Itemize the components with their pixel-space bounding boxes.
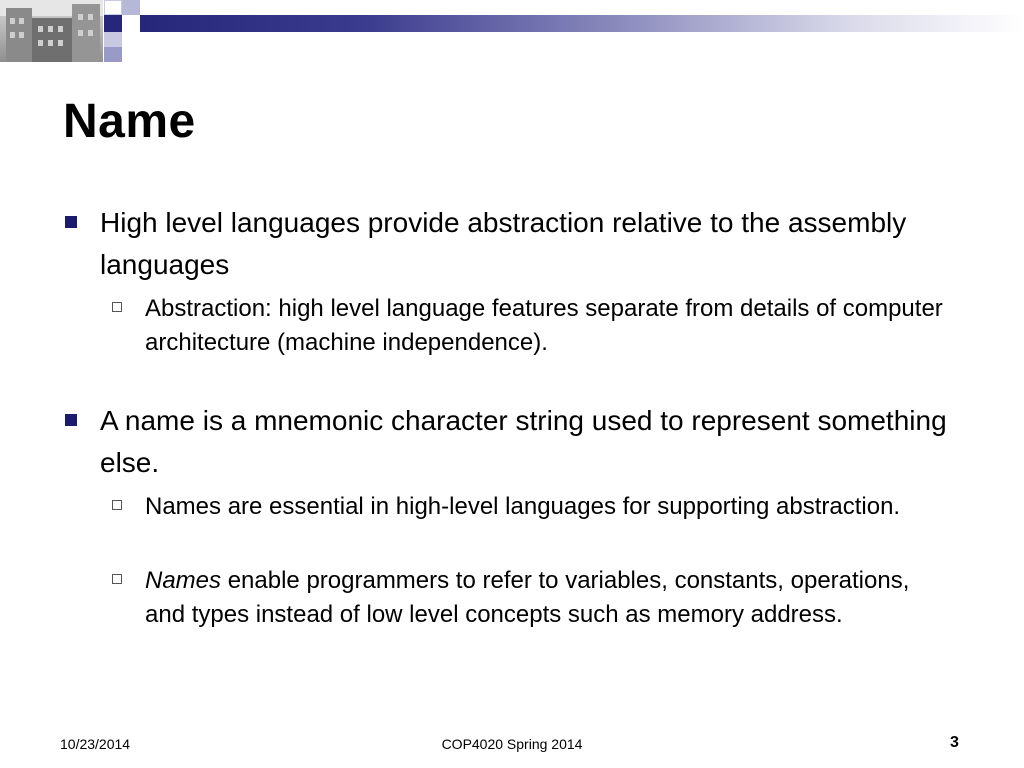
footer-date: 10/23/2014 bbox=[60, 736, 131, 752]
sub-bullet-text-rest: enable programmers to refer to variables, constants, operations, and types instead of low level concepts such as memory address. bbox=[145, 567, 910, 628]
deco-square bbox=[104, 32, 122, 47]
footer-course: COP4020 Spring 2014 bbox=[441, 736, 583, 752]
sub-bullet-text bbox=[145, 564, 945, 632]
bullet-text: A name is a mnemonic character string used to represent something else. bbox=[100, 405, 947, 478]
deco-square bbox=[104, 15, 122, 32]
slide-title: Name bbox=[63, 95, 196, 148]
title-gradient-bar bbox=[140, 15, 1024, 32]
deco-square bbox=[104, 0, 122, 15]
hollow-square-bullet-icon bbox=[112, 574, 122, 584]
sub-bullet-text: Names are essential in high-level languages for supporting abstraction. bbox=[145, 493, 901, 520]
slide-number: 3 bbox=[950, 734, 959, 751]
sub-bullet-text: Abstraction: high level language features separate from details of computer architecture (machine independence). bbox=[145, 295, 943, 356]
deco-square bbox=[104, 47, 122, 62]
hollow-square-bullet-icon bbox=[112, 500, 122, 510]
deco-square bbox=[122, 15, 140, 32]
deco-square bbox=[122, 0, 140, 15]
emphasis-text: Names bbox=[145, 567, 222, 594]
bullet-text: High level languages provide abstraction relative to the assembly languages bbox=[100, 207, 907, 280]
header-banner bbox=[0, 0, 1024, 64]
hollow-square-bullet-icon bbox=[112, 302, 122, 312]
square-bullet-icon bbox=[65, 216, 77, 228]
building-photo bbox=[0, 0, 103, 62]
square-bullet-icon bbox=[65, 414, 77, 426]
